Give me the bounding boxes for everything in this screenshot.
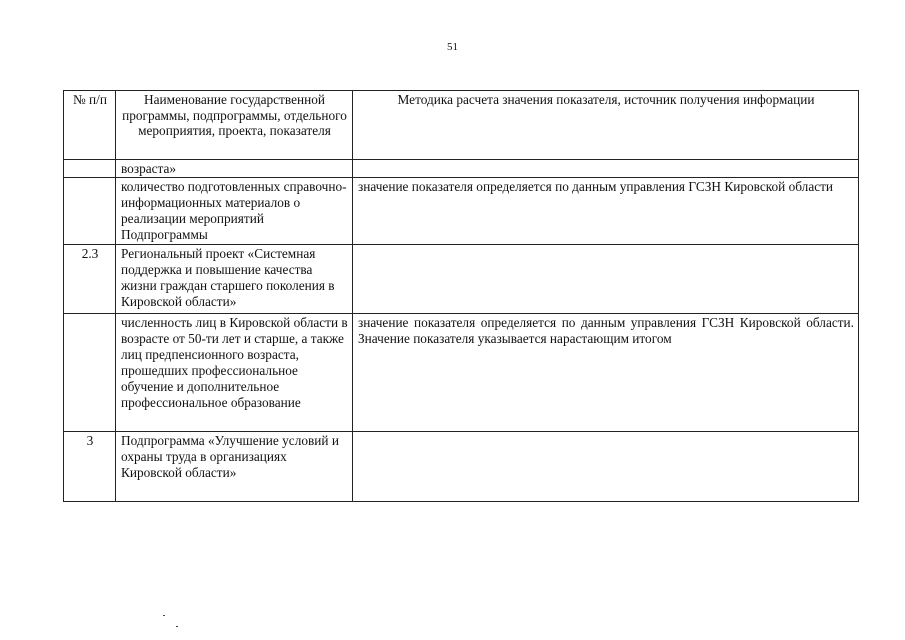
- row-3-num: 2.3: [64, 245, 116, 314]
- row-5-name: Подпрограмма «Улучшение условий и охраны труда в организациях Кировской области»: [116, 432, 353, 502]
- row-3-name: Региональный проект «Системная поддержка и повышение качества жизни граждан старшего поколения в Кировской области»: [116, 245, 353, 314]
- header-num: № п/п: [64, 91, 116, 160]
- table-row: [64, 178, 859, 245]
- table-row: [64, 245, 859, 314]
- row-4-method: значение показателя определяется по данным управления ГСЗН Кировской области. Значение показателя указывается нарастающим итогом: [353, 314, 859, 432]
- row-3-method: [353, 245, 859, 314]
- scan-speck: [176, 626, 178, 627]
- row-5-method: [353, 432, 859, 502]
- row-1-num: [64, 160, 116, 178]
- header-method: Методика расчета значения показателя, источник получения информации: [353, 91, 859, 160]
- row-5-num: 3: [64, 432, 116, 502]
- row-1-method: [353, 160, 859, 178]
- row-2-name: количество подготовленных справочно-информационных материалов о реализации мероприятий Подпрограммы: [116, 178, 353, 245]
- page-number: 51: [447, 41, 458, 53]
- header-name: Наименование государственной программы, подпрограммы, отдельного мероприятия, проекта, показателя: [116, 91, 353, 160]
- row-4-num: [64, 314, 116, 432]
- table-row: [64, 160, 859, 178]
- table-header-row: [64, 91, 859, 160]
- row-2-num: [64, 178, 116, 245]
- row-2-method: значение показателя определяется по данным управления ГСЗН Кировской области: [353, 178, 859, 245]
- scan-speck: [163, 615, 165, 616]
- table-row: [64, 432, 859, 502]
- table-row: [64, 314, 859, 432]
- row-1-name: возраста»: [116, 160, 353, 178]
- row-4-name: численность лиц в Кировской области в возрасте от 50-ти лет и старше, а также лиц предпенсионного возраста, прошедших профессиональное обучение и дополнительное профессиональное образование: [116, 314, 353, 432]
- indicator-methodology-table: [63, 90, 859, 502]
